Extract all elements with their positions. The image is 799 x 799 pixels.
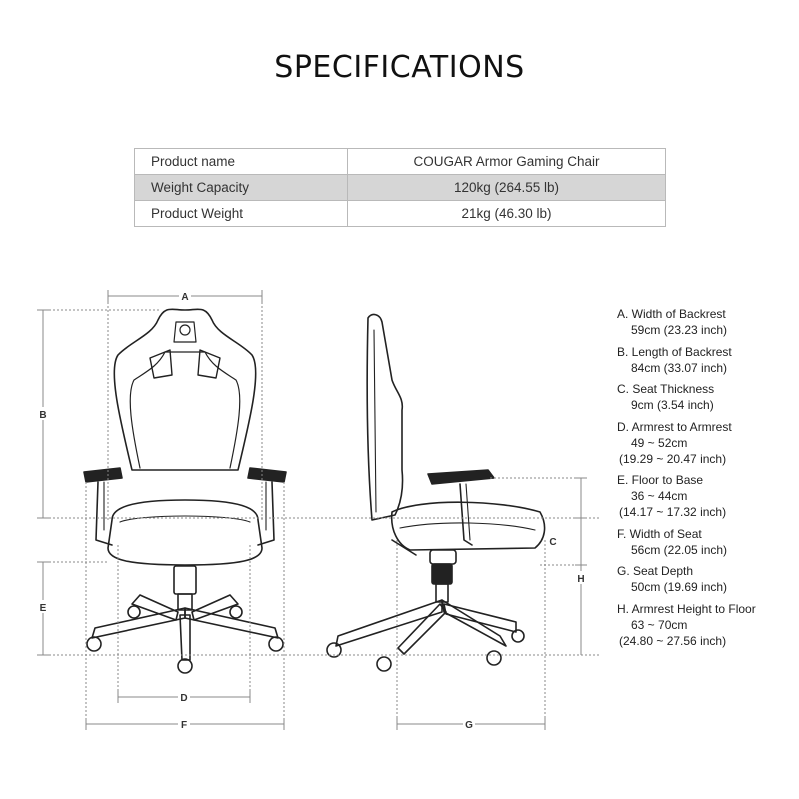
legend-title: E. Floor to Base [617, 473, 704, 487]
legend-value: 84cm (33.07 inch) [631, 360, 728, 375]
dimension-label-f: F [180, 720, 188, 731]
legend-value: 59cm (23.23 inch) [631, 323, 728, 337]
dimension-label-c: C [549, 537, 557, 548]
legend-item-b [617, 344, 797, 376]
legend-value-imperial: (19.29 ~ 20.47 inch) [619, 451, 727, 466]
spec-value: 120kg (264.55 lb) [348, 175, 666, 201]
spec-label: Weight Capacity [135, 175, 348, 201]
legend-value: 50cm (19.69 inch) [631, 580, 728, 594]
legend-title: A. Width of Backrest [617, 307, 726, 321]
legend-value: 9cm (3.54 inch) [631, 398, 714, 412]
side-view-chair [327, 315, 545, 671]
legend-title: D. Armrest to Armrest [617, 419, 732, 434]
spec-value: COUGAR Armor Gaming Chair [348, 149, 666, 175]
legend-item-f [617, 526, 797, 558]
spec-label: Product Weight [135, 201, 348, 227]
dimension-label-e: E [39, 603, 47, 614]
legend-value: 36 ~ 44cm [631, 489, 688, 503]
legend-item-a [617, 306, 797, 338]
dimension-label-b: B [39, 410, 47, 421]
legend-item-g [617, 563, 797, 595]
legend-item-d [617, 419, 797, 467]
legend-item-c [617, 381, 797, 413]
legend-item-h [617, 601, 797, 649]
dimension-legend [617, 306, 797, 654]
legend-title: G. Seat Depth [617, 564, 694, 578]
legend-title: F. Width of Seat [617, 526, 702, 541]
legend-value: 63 ~ 70cm [631, 617, 688, 632]
page-title: SPECIFICATIONS [274, 50, 525, 85]
dimension-label-g: G [465, 720, 473, 731]
legend-value: 49 ~ 52cm [631, 435, 688, 450]
front-view-chair [84, 309, 286, 673]
dimension-label-d: D [180, 693, 188, 704]
legend-title: C. Seat Thickness [617, 382, 715, 396]
legend-title: H. Armrest Height to Floor [617, 601, 756, 616]
legend-value: 56cm (22.05 inch) [631, 542, 728, 557]
legend-value-imperial: (24.80 ~ 27.56 inch) [619, 633, 727, 648]
dimension-lines [37, 290, 600, 730]
spec-label: Product name [135, 149, 348, 175]
legend-value-imperial: (14.17 ~ 17.32 inch) [619, 505, 727, 519]
dimension-label-h: H [577, 574, 585, 585]
dimension-label-a: A [181, 292, 189, 303]
spec-value: 21kg (46.30 lb) [348, 201, 666, 227]
legend-item-e [617, 472, 797, 520]
legend-title: B. Length of Backrest [617, 344, 732, 359]
